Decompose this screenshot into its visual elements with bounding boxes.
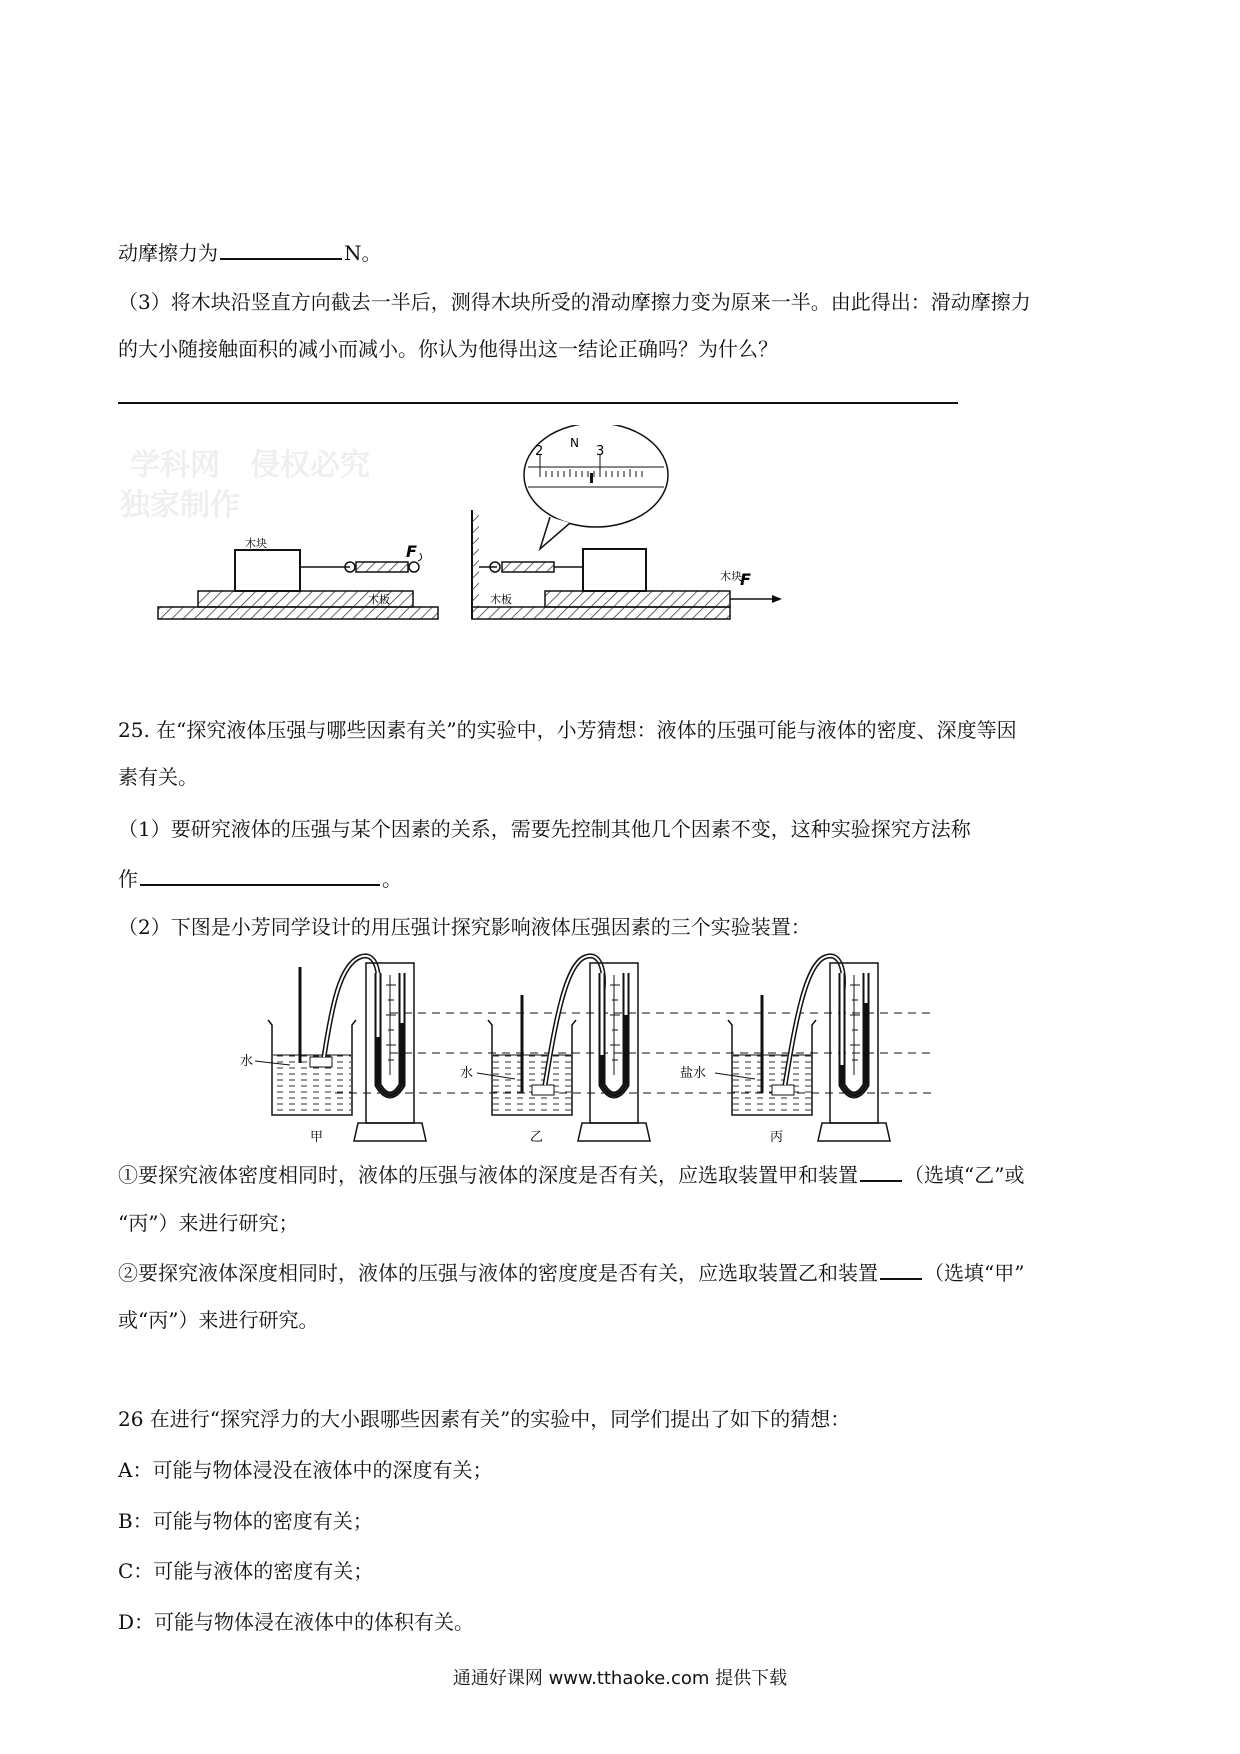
right-setup: [472, 425, 782, 619]
right-spring-scale: [502, 562, 554, 572]
left-block-label: 木块: [245, 537, 267, 550]
q25-part1-suffix: 。: [382, 867, 402, 891]
q24-answer-line[interactable]: [118, 402, 958, 404]
apparatus-jia-liquid: 水: [240, 1054, 254, 1069]
q25-sub2-prefix: ②要探究液体深度相同时，液体的压强与液体的密度度是否有关，应选取装置乙和装置: [118, 1261, 878, 1285]
dial-tick-3: 3: [596, 444, 605, 459]
q25-part1-prefix: 作: [118, 867, 138, 891]
q25-sub1-prefix: ①要探究液体密度相同时，液体的压强与液体的深度是否有关，应选取装置甲和装置: [118, 1163, 858, 1187]
left-block: [235, 550, 300, 591]
watermark-3: 侵权必究: [250, 448, 370, 483]
q24-line1: [118, 238, 382, 267]
q26-intro: 26 在进行“探究浮力的大小跟哪些因素有关”的实验中，同学们提出了如下的猜想：: [118, 1407, 851, 1431]
q24-friction-figure: [150, 425, 830, 625]
q24-answer-blank-friction[interactable]: [220, 238, 342, 260]
left-setup: [158, 536, 438, 619]
q25-intro-line1: 25. 在“探究液体压强与哪些因素有关”的实验中，小芳猜想：液体的压强可能与液体的密度、深度等因: [118, 718, 1017, 742]
right-ground: [472, 607, 730, 619]
dial-unit: N: [570, 436, 579, 450]
q25-sub2-suffix: （选填“甲”: [924, 1261, 1025, 1285]
q26-option-c: C：可能与液体的密度有关；: [118, 1559, 374, 1583]
q25-answer-blank-sub2[interactable]: [880, 1258, 922, 1280]
q24-line1-unit: N。: [344, 241, 382, 265]
q25-answer-blank-sub1[interactable]: [860, 1160, 902, 1182]
dial-tick-2: 2: [535, 444, 544, 459]
q25-part1-line1: （1）要研究液体的压强与某个因素的关系，需要先控制其他几个因素不变，这种实验探究方法称: [118, 817, 971, 841]
watermark-1: 学科网: [130, 448, 220, 483]
right-block: [583, 549, 646, 591]
left-force-label: F: [406, 542, 417, 561]
watermark-2: 独家制作: [120, 488, 240, 523]
right-board-label: 木板: [490, 593, 512, 606]
q25-answer-blank-method[interactable]: [140, 864, 380, 886]
apparatus-jia: [240, 956, 426, 1145]
q25-sub2-line2: 或“丙”）来进行研究。: [118, 1308, 319, 1332]
q26-option-d: D：可能与物体浸在液体中的体积有关。: [118, 1610, 475, 1634]
q25-sub1-suffix: （选填“乙”或: [904, 1163, 1025, 1187]
q24-part3-line1: （3）将木块沿竖直方向截去一半后，测得木块所受的滑动摩擦力变为原来一半。由此得出：滑动摩擦力: [118, 290, 1031, 314]
apparatus-jia-caption: 甲: [310, 1130, 324, 1145]
apparatus-bing-caption: 丙: [770, 1130, 784, 1145]
right-board: [545, 591, 730, 607]
q26-option-a: A：可能与物体浸没在液体中的深度有关；: [118, 1458, 493, 1482]
right-force-label: F: [740, 570, 751, 589]
q25-intro-line2: 素有关。: [118, 765, 198, 789]
apparatus-yi-liquid: 水: [460, 1066, 474, 1081]
q24-part3-line2: 的大小随接触面积的减小而减小。你认为他得出这一结论正确吗？为什么？: [118, 337, 778, 361]
apparatus-yi-caption: 乙: [530, 1130, 544, 1145]
q25-part2: （2）下图是小芳同学设计的用压强计探究影响液体压强因素的三个实验装置：: [118, 915, 811, 939]
left-board-label: 木板: [368, 593, 390, 606]
apparatus-bing-liquid: 盐水: [680, 1066, 707, 1081]
right-block-label: 木块: [720, 570, 742, 583]
q24-line1-prefix: 动摩擦力为: [118, 241, 218, 265]
q26-option-b: B：可能与物体的密度有关；: [118, 1509, 373, 1533]
q25-sub2-line1: [118, 1258, 1024, 1287]
q25-part1-line2: [118, 864, 402, 893]
q25-sub1-line1: [118, 1160, 1024, 1189]
q25-sub1-line2: “丙”）来进行研究；: [118, 1211, 299, 1235]
page-footer: 通通好课网 www.tthaoke.com 提供下载: [452, 1668, 788, 1689]
left-spring-scale: [356, 562, 408, 572]
q25-pressure-figure: [240, 945, 970, 1150]
apparatus-bing: [680, 956, 890, 1145]
apparatus-yi: [460, 956, 650, 1145]
left-ground: [158, 607, 438, 619]
